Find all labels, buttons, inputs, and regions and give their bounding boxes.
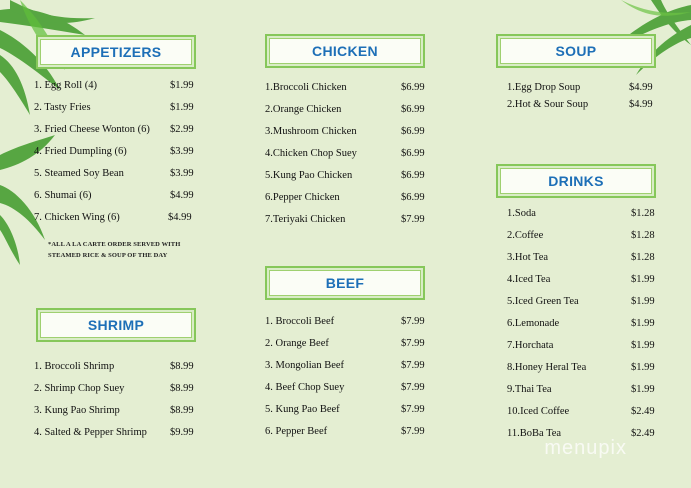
drinks-header — [496, 164, 656, 198]
soup-title: SOUP — [555, 43, 597, 59]
drinks-title: DRINKS — [548, 173, 604, 189]
beef-header — [265, 266, 425, 300]
shrimp-title: SHRIMP — [87, 317, 145, 333]
menu-page: APPETIZERS 1. Egg Roll (4) $1.99 2. Tasty Fries $1.99 3. Fried Cheese Wonton (6) $2.99 4. Fried Dumpling (6) $3.99 5. Steamed Soy Bean $3.99 6. Shumai (6) $4.99 7. Chicken Wing (6) $4.99 *ALL A LA CARTE ORDER SERVED WITH STEAMED RICE & SOUP OF THE DAY SHRIMP 1. Broccoli Shrimp $8.99 2. Shrimp Chop Suey $8.99 3. Kung Pao Shrimp $8.99 4. Salted & Pepper Shrimp $9.99 CHICKEN 1.Broccoli Chicken $6.99 2.Orange Chicken $6.99 3.Mushroom Chicken $6.99 4.Chicken Chop Suey $6.99 5.Kung Pao Chicken $6.99 6.Pepper Chicken $6.99 7.Teriyaki Chicken $7.99 BEEF 1. Broccoli Beef $7.99 2. Orange Beef $7.99 3. Mongolian Beef $7.99 4. Beef Chop Suey $7.99 5. Kung Pao Beef $7.99 6. Pepper Beef $7.99 SOUP 1.Egg Drop Soup $4.99 2.Hot & Sour Soup $4.99 DRINKS 1.Soda $1.28 2.Coffee $1.28 3.Hot Tea $1.28 4.Iced Tea $1.99 5.Iced Green Tea $1.99 6.Lemonade $1.99 7.Horchata $1.99 8.Honey Heral Tea $1.99 9.Thai Tea $1.99 10.Iced Coffee $2.49 11.BoBa Tea $2.49 menupix — [0, 0, 691, 488]
appetizers-header — [36, 35, 196, 69]
chicken-header — [265, 34, 425, 68]
shrimp-header — [36, 308, 196, 342]
beef-title: BEEF — [325, 275, 365, 291]
chicken-title: CHICKEN — [312, 43, 378, 59]
appetizers-title: APPETIZERS — [70, 44, 162, 60]
soup-header — [496, 34, 656, 68]
menupix-watermark: menupix — [544, 437, 627, 459]
served-with-note: *ALL A LA CARTE ORDER SERVED WITH STEAMED RICE & SOUP OF THE DAY — [48, 241, 181, 259]
